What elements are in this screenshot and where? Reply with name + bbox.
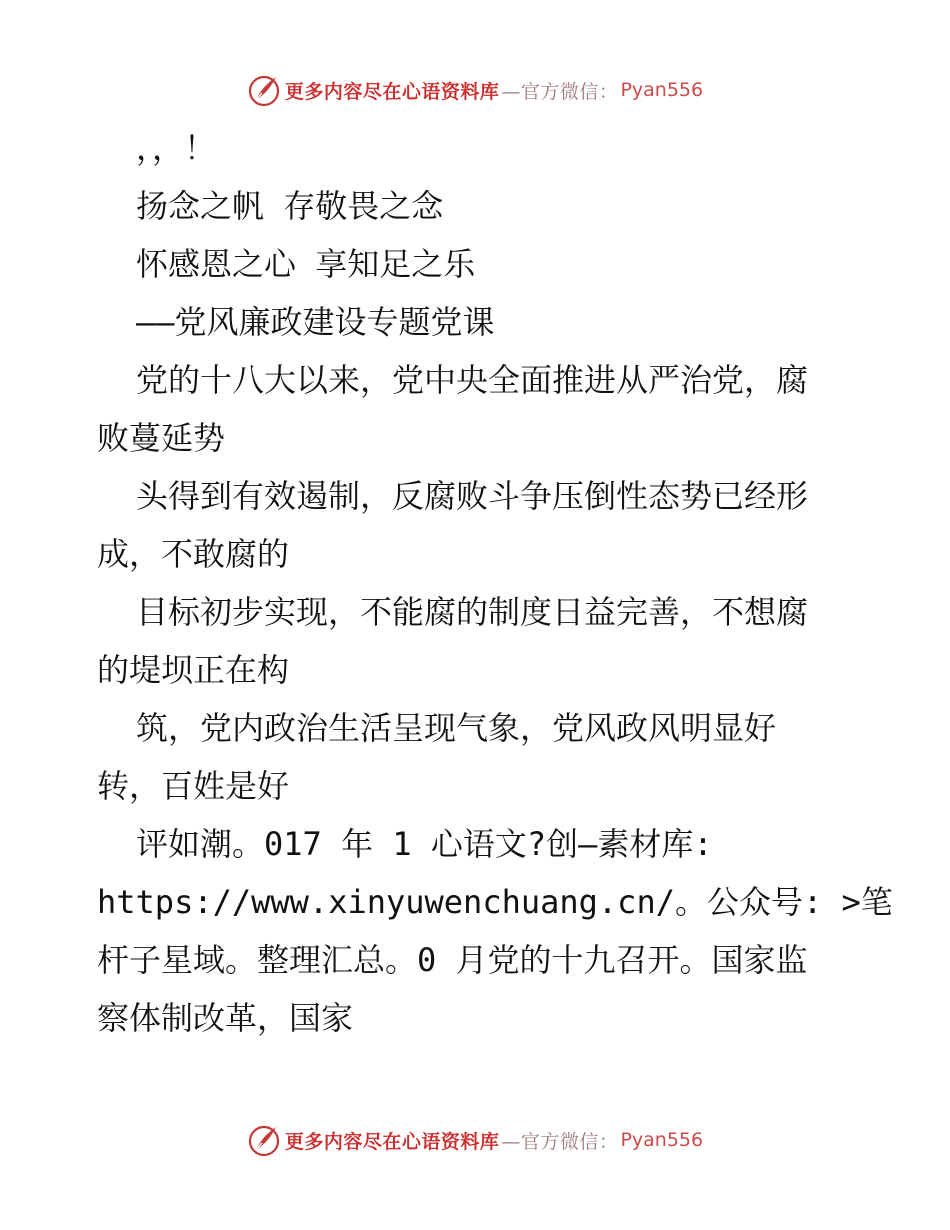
header-watermark — [0, 70, 950, 110]
quill-pen-icon — [247, 73, 281, 107]
text-line: 扬念之帆 存敬畏之念 — [136, 187, 444, 225]
watermark-account: Pyan556 — [620, 79, 704, 101]
watermark-separator: —官方微信： — [501, 80, 619, 103]
text-line-url: https://www.xinyuwenchuang.cn/。公众号: >笔 — [97, 883, 893, 921]
text-line: ——党风廉政建设专题党课 — [136, 303, 495, 341]
footer-watermark — [0, 1120, 950, 1160]
text-line: 怀感恩之心 享知足之乐 — [136, 245, 476, 283]
text-line: 筑，党内政治生活呈现气象，党风政风明显好 — [136, 709, 777, 747]
text-line: 杆子星域。整理汇总。0 月党的十九召开。国家监 — [97, 941, 808, 979]
text-line: 头得到有效遏制，反腐败斗争压倒性态势已经形 — [136, 477, 809, 515]
text-line: 目标初步实现，不能腐的制度日益完善，不想腐 — [136, 593, 809, 631]
text-line: 转，百姓是好 — [97, 767, 290, 805]
watermark-title: 更多内容尽在心语资料库 — [284, 80, 500, 103]
text-line: 党的十八大以来，党中央全面推进从严治党，腐 — [136, 361, 809, 399]
watermark-title: 更多内容尽在心语资料库 — [284, 1130, 500, 1153]
quill-pen-icon — [247, 1123, 281, 1157]
text-line: 察体制改革，国家 — [97, 999, 354, 1037]
text-line: 的堤坝正在构 — [97, 651, 290, 689]
text-line: 败蔓延势 — [97, 419, 226, 457]
watermark-separator: —官方微信： — [501, 1130, 619, 1153]
text-line: 评如潮。017 年 1 心语文?创—素材库: — [136, 825, 713, 863]
text-line: 成，不敢腐的 — [97, 535, 290, 573]
text-line: ，，！ — [136, 129, 217, 167]
watermark-account: Pyan556 — [620, 1129, 704, 1151]
